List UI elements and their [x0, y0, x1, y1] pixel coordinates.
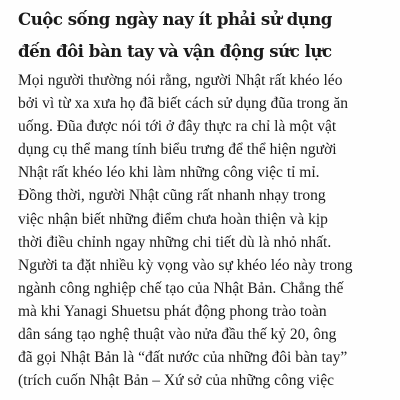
body-line: dân sáng tạo nghệ thuật vào nửa đầu thế kỷ 20, ông: [18, 326, 337, 344]
body-line: ngành công nghiệp chế tạo của Nhật Bản. Chẳng thế: [18, 279, 344, 297]
body-line: Nhật rất khéo léo khi làm những công việc tỉ mỉ.: [18, 164, 320, 182]
body-line: dụng cụ thể mang tính biểu trưng để thể hiện người: [18, 141, 337, 159]
body-line: thời điều chỉnh ngay những chi tiết dù là nhỏ nhất.: [18, 233, 332, 251]
body-line: uống. Đũa được nói tới ở đây thực ra chỉ là một vật: [18, 118, 337, 136]
body-line: Mọi người thường nói rằng, người Nhật rất khéo léo: [18, 72, 343, 89]
body-line: việc nhận biết những điểm chưa hoàn thiện và kịp: [18, 210, 328, 228]
body-line: Đồng thời, người Nhật cũng rất nhanh nhạy trong: [18, 187, 326, 205]
body-line: (trích cuốn Nhật Bản – Xứ sở của những công việc: [18, 372, 334, 390]
body-paragraph: [18, 69, 390, 392]
heading-line: đến đôi bàn tay và vận động sức lực: [18, 41, 332, 61]
body-line: đã gọi Nhật Bản là “đất nước của những đôi bàn tay”: [18, 349, 348, 367]
section-heading: [18, 3, 393, 67]
heading-line: Cuộc sống ngày nay ít phải sử dụng: [18, 9, 332, 29]
body-line: bởi vì từ xa xưa họ đã biết cách sử dụng đũa trong ăn: [18, 95, 348, 113]
body-line: Người ta đặt nhiều kỳ vọng vào sự khéo léo này trong: [18, 256, 353, 274]
body-line: mà khi Yanagi Shuetsu phát động phong trào toàn: [18, 302, 327, 320]
